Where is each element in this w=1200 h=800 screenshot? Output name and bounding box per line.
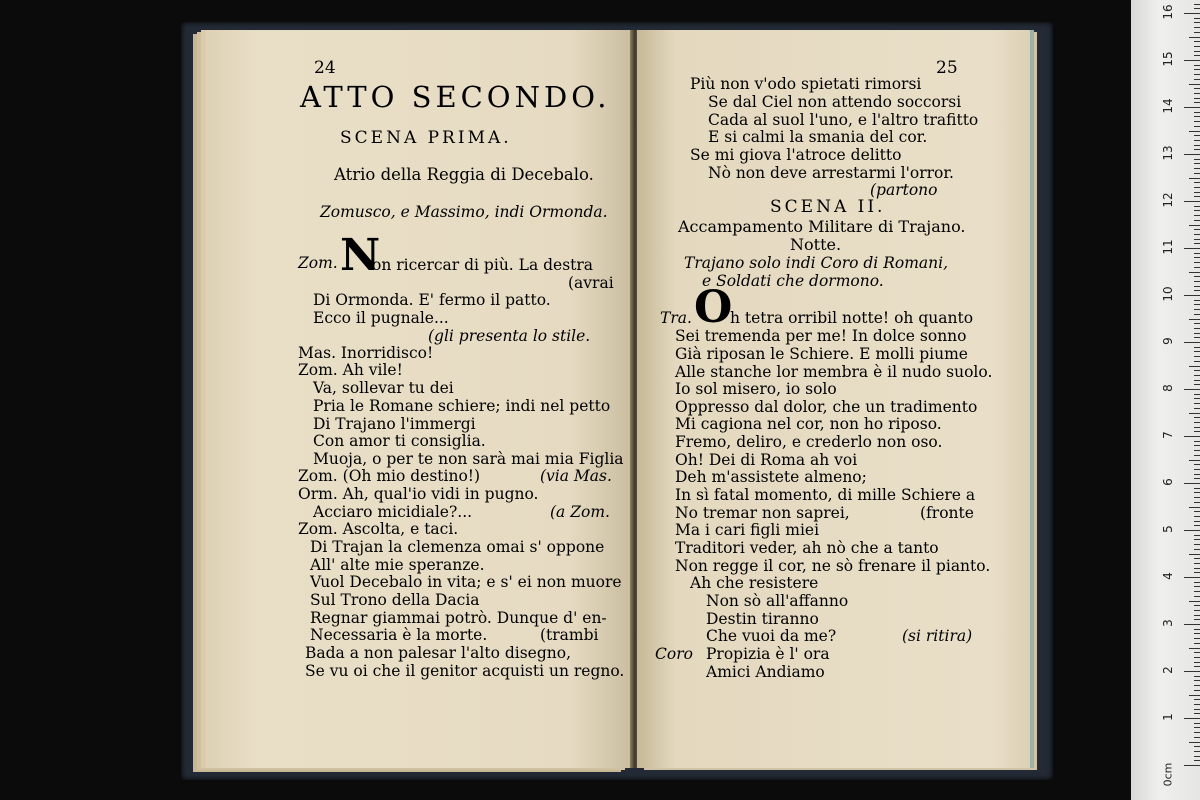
ruler-tick	[1194, 535, 1200, 536]
ruler-tick	[1194, 558, 1200, 559]
ruler-tick	[1184, 201, 1200, 202]
verse-line: Non sò all'affanno	[706, 592, 849, 610]
verse-line: Mas. Inorridisco!	[298, 344, 434, 362]
verse-line: Ma i cari figli miei	[675, 521, 820, 539]
verse-line: (avrai	[568, 274, 614, 292]
ruler-tick	[1189, 225, 1200, 226]
ruler-tick	[1194, 4, 1200, 5]
ruler-tick	[1194, 140, 1200, 141]
ruler-tick	[1194, 347, 1200, 348]
ruler-tick	[1194, 422, 1200, 423]
ruler-tick	[1194, 41, 1200, 42]
ruler-tick	[1194, 497, 1200, 498]
ruler-tick	[1194, 662, 1200, 663]
ruler-number: 5	[1161, 525, 1175, 533]
ruler-tick	[1194, 163, 1200, 164]
ruler-tick	[1194, 619, 1200, 620]
verse-line: Che vuoi da me?	[706, 627, 837, 645]
ruler-tick	[1194, 680, 1200, 681]
ruler-tick	[1194, 596, 1200, 597]
ruler-number: 12	[1161, 192, 1175, 208]
ruler-tick	[1194, 182, 1200, 183]
ruler-tick	[1194, 709, 1200, 710]
ruler-tick	[1194, 98, 1200, 99]
verse-line: Fremo, deliro, e crederlo non oso.	[675, 433, 943, 451]
ruler-tick	[1194, 159, 1200, 160]
ruler-tick	[1189, 601, 1200, 602]
ruler-tick	[1194, 455, 1200, 456]
ruler-tick	[1189, 37, 1200, 38]
verse-line: Più non v'odo spietati rimorsi	[690, 75, 922, 93]
ruler-tick	[1194, 229, 1200, 230]
ruler-tick	[1189, 272, 1200, 273]
ruler-tick	[1194, 629, 1200, 630]
ruler-tick	[1194, 751, 1200, 752]
ruler-tick	[1194, 215, 1200, 216]
ruler-tick	[1194, 267, 1200, 268]
ruler-tick	[1194, 521, 1200, 522]
ruler-tick	[1194, 676, 1200, 677]
ruler-tick	[1194, 286, 1200, 287]
ruler-tick	[1194, 713, 1200, 714]
ruler-tick	[1194, 586, 1200, 587]
ruler-tick	[1184, 295, 1200, 296]
ruler-tick	[1194, 723, 1200, 724]
verse-line: h tetra orribil notte! oh quanto	[730, 309, 974, 327]
ruler-tick	[1194, 145, 1200, 146]
right-page-number: 25	[936, 58, 958, 78]
ruler-tick	[1194, 22, 1200, 23]
ruler-tick	[1194, 549, 1200, 550]
ruler-tick	[1194, 243, 1200, 244]
ruler-tick	[1194, 337, 1200, 338]
ruler-tick	[1194, 756, 1200, 757]
ruler-tick	[1194, 314, 1200, 315]
ruler-tick	[1194, 727, 1200, 728]
ruler-unit-label: 0cm	[1161, 762, 1175, 787]
ruler-tick	[1194, 351, 1200, 352]
speaker-label: Coro	[655, 645, 693, 663]
ruler-tick	[1194, 760, 1200, 761]
ruler-tick	[1194, 8, 1200, 9]
ruler-tick	[1194, 361, 1200, 362]
ruler-tick	[1194, 323, 1200, 324]
verse-line: Non regge il cor, ne sò frenare il pianto.	[675, 557, 991, 575]
ruler-tick	[1194, 206, 1200, 207]
ruler-tick	[1194, 605, 1200, 606]
verse-line: Se vu oi che il genitor acquisti un regno.	[305, 662, 625, 680]
ruler-number: 9	[1161, 337, 1175, 345]
ruler-tick	[1184, 765, 1200, 766]
ruler-tick	[1194, 46, 1200, 47]
ruler-tick	[1184, 671, 1200, 672]
verse-line: Sei tremenda per me! In dolce sonno	[675, 327, 967, 345]
ruler-tick	[1194, 492, 1200, 493]
ruler-tick	[1184, 60, 1200, 61]
verse-line: Oh! Dei di Roma ah voi	[675, 451, 858, 469]
verse-line: Se dal Ciel non attendo soccorsi	[708, 93, 962, 111]
ruler-number: 14	[1161, 98, 1175, 114]
characters-right: Trajano solo indi Coro di Romani,	[684, 254, 948, 272]
ruler-tick	[1184, 530, 1200, 531]
ruler-tick	[1194, 239, 1200, 240]
ruler-tick	[1194, 732, 1200, 733]
ruler-tick	[1194, 69, 1200, 70]
ruler-number: 13	[1161, 145, 1175, 161]
ruler-tick	[1194, 610, 1200, 611]
stage-direction: (a Zom.	[550, 503, 610, 521]
ruler-tick	[1194, 478, 1200, 479]
ruler-tick	[1189, 319, 1200, 320]
verse-line: Acciaro micidiale?...	[313, 503, 473, 521]
ruler-number: 1	[1161, 713, 1175, 721]
scene-heading-right: SCENA II.	[770, 197, 886, 217]
verse-line: E si calmi la smania del cor.	[708, 128, 928, 146]
ruler-tick	[1194, 469, 1200, 470]
ruler-number: 8	[1161, 384, 1175, 392]
verse-line: Zom. Ascolta, e taci.	[298, 520, 459, 538]
ruler-tick	[1189, 460, 1200, 461]
measuring-ruler	[1131, 0, 1200, 800]
ruler-tick	[1194, 539, 1200, 540]
ruler-tick	[1194, 408, 1200, 409]
ruler-tick	[1194, 196, 1200, 197]
verse-line: Cada al suol l'uno, e l'altro trafitto	[708, 111, 979, 129]
ruler-tick	[1194, 333, 1200, 334]
ruler-number: 4	[1161, 572, 1175, 580]
ruler-tick	[1189, 507, 1200, 508]
ruler-tick	[1194, 563, 1200, 564]
ruler-tick	[1194, 525, 1200, 526]
ruler-tick	[1184, 342, 1200, 343]
ruler-number: 15	[1161, 51, 1175, 67]
characters-left: Zomusco, e Massimo, indi Ormonda.	[320, 203, 608, 221]
ruler-number: 7	[1161, 431, 1175, 439]
stage-direction: (fronte	[920, 504, 974, 522]
ruler-tick	[1184, 107, 1200, 108]
ruler-tick	[1194, 474, 1200, 475]
ruler-tick	[1194, 300, 1200, 301]
ruler-tick	[1194, 276, 1200, 277]
ruler-tick	[1194, 704, 1200, 705]
ruler-tick	[1194, 234, 1200, 235]
setting-right: Accampamento Militare di Trajano.	[678, 217, 966, 236]
ruler-tick	[1194, 253, 1200, 254]
ruler-tick	[1194, 168, 1200, 169]
ruler-number: 2	[1161, 666, 1175, 674]
ruler-tick	[1194, 685, 1200, 686]
ruler-tick	[1194, 304, 1200, 305]
ruler-tick	[1194, 657, 1200, 658]
ruler-tick	[1184, 248, 1200, 249]
ruler-tick	[1194, 79, 1200, 80]
verse-line: Di Trajan la clemenza omai s' oppone	[310, 538, 605, 556]
ruler-tick	[1194, 55, 1200, 56]
ruler-tick	[1189, 742, 1200, 743]
ruler-tick	[1194, 210, 1200, 211]
ruler-tick	[1194, 652, 1200, 653]
speaker-label: Tra.	[660, 309, 692, 327]
verse-line: Zom. (Oh mio destino!)	[298, 467, 481, 485]
ruler-tick	[1194, 281, 1200, 282]
verse-line: Necessaria è la morte.	[310, 626, 488, 644]
verse-line: Amici Andiamo	[706, 663, 825, 681]
ruler-tick	[1194, 74, 1200, 75]
ruler-tick	[1184, 436, 1200, 437]
ruler-tick	[1194, 398, 1200, 399]
dropcap-right: O	[694, 282, 733, 333]
ruler-tick	[1194, 615, 1200, 616]
speaker-label: Zom.	[298, 254, 338, 272]
verse-line: Se mi giova l'atroce delitto	[690, 146, 902, 164]
ruler-tick	[1194, 328, 1200, 329]
ruler-tick	[1194, 18, 1200, 19]
ruler-number: 16	[1161, 4, 1175, 20]
characters-right-2: e Soldati che dormono.	[702, 272, 884, 290]
stage-direction: (via Mas.	[540, 467, 612, 485]
ruler-tick	[1194, 370, 1200, 371]
ruler-tick	[1189, 178, 1200, 179]
ruler-tick	[1194, 403, 1200, 404]
ruler-tick	[1194, 126, 1200, 127]
ruler-number: 6	[1161, 478, 1175, 486]
ruler-number: 3	[1161, 619, 1175, 627]
act-title: ATTO SECONDO.	[300, 80, 611, 114]
verse-line: Muoja, o per te non sarà mai mia Figlia	[313, 450, 624, 468]
ruler-tick	[1194, 746, 1200, 747]
ruler-tick	[1194, 220, 1200, 221]
verse-line: Vuol Decebalo in vita; e s' ei non muore	[310, 573, 622, 591]
verse-line: Ecco il pugnale...	[313, 309, 449, 327]
verse-line: Con amor ti consiglia.	[313, 432, 486, 450]
ruler-tick	[1184, 577, 1200, 578]
ruler-tick	[1189, 554, 1200, 555]
ruler-tick	[1194, 290, 1200, 291]
verse-line: Regnar giammai potrò. Dunque d' en-	[310, 609, 607, 627]
ruler-tick	[1189, 695, 1200, 696]
ruler-tick	[1194, 544, 1200, 545]
verse-line: Propizia è l' ora	[706, 645, 830, 663]
verse-line: Zom. Ah vile!	[298, 361, 403, 379]
ruler-tick	[1194, 394, 1200, 395]
stage-direction: (si ritira)	[902, 627, 973, 645]
verse-line: In sì fatal momento, di mille Schiere a	[675, 486, 976, 504]
ruler-tick	[1194, 441, 1200, 442]
ruler-tick	[1194, 431, 1200, 432]
ruler-tick	[1194, 102, 1200, 103]
setting-right-time: Notte.	[790, 235, 842, 254]
ruler-tick	[1184, 389, 1200, 390]
ruler-tick	[1194, 27, 1200, 28]
ruler-tick	[1194, 116, 1200, 117]
ruler-tick	[1194, 445, 1200, 446]
ruler-tick	[1194, 112, 1200, 113]
ruler-tick	[1194, 187, 1200, 188]
ruler-tick	[1194, 511, 1200, 512]
verse-line: Orm. Ah, qual'io vidi in pugno.	[298, 485, 539, 503]
verse-line: Bada a non palesar l'alto disegno,	[305, 644, 572, 662]
ruler-tick	[1184, 624, 1200, 625]
verse-line: Mi cagiona nel cor, non ho riposo.	[675, 415, 942, 433]
ruler-tick	[1194, 93, 1200, 94]
scene-heading-left: SCENA PRIMA.	[340, 128, 512, 148]
verse-line: on ricercar di più. La destra	[372, 256, 594, 274]
ruler-tick	[1194, 502, 1200, 503]
verse-line: All' alte mie speranze.	[310, 556, 485, 574]
ruler-tick	[1194, 192, 1200, 193]
ruler-tick	[1194, 464, 1200, 465]
ruler-tick	[1194, 699, 1200, 700]
ruler-tick	[1194, 262, 1200, 263]
ruler-tick	[1194, 380, 1200, 381]
ruler-tick	[1194, 690, 1200, 691]
verse-line: Sul Trono della Dacia	[310, 591, 480, 609]
verse-line: Nò non deve arrestarmi l'orror.	[708, 164, 954, 182]
ruler-tick	[1194, 375, 1200, 376]
ruler-tick	[1194, 417, 1200, 418]
ruler-tick	[1194, 568, 1200, 569]
left-page-number: 24	[314, 58, 336, 78]
ruler-tick	[1194, 257, 1200, 258]
ruler-number: 11	[1161, 239, 1175, 255]
ruler-tick	[1189, 366, 1200, 367]
ruler-tick	[1194, 666, 1200, 667]
dropcap-left: N	[340, 230, 381, 281]
verse-line: Oppresso dal dolor, che un tradimento	[675, 398, 978, 416]
ruler-tick	[1194, 516, 1200, 517]
verse-line: Va, sollevar tu dei	[313, 379, 454, 397]
ruler-tick	[1194, 488, 1200, 489]
ruler-tick	[1194, 384, 1200, 385]
ruler-tick	[1194, 309, 1200, 310]
verse-line: Pria le Romane schiere; indi nel petto	[313, 397, 611, 415]
ruler-tick	[1194, 638, 1200, 639]
ruler-tick	[1194, 65, 1200, 66]
ruler-tick	[1184, 483, 1200, 484]
ruler-tick	[1189, 648, 1200, 649]
verse-line: Destin tiranno	[706, 610, 819, 628]
verse-line: Di Ormonda. E' fermo il patto.	[313, 291, 551, 309]
ruler-number: 10	[1161, 286, 1175, 302]
verse-line: Io sol misero, io solo	[675, 380, 837, 398]
verse-line: Deh m'assistete almeno;	[675, 468, 867, 486]
verse-line: Ah che resistere	[690, 574, 819, 592]
ruler-tick	[1189, 413, 1200, 414]
ruler-tick	[1194, 32, 1200, 33]
ruler-tick	[1184, 718, 1200, 719]
ruler-tick	[1194, 135, 1200, 136]
ruler-tick	[1189, 84, 1200, 85]
verse-line: Traditori veder, ah nò che a tanto	[675, 539, 939, 557]
ruler-tick	[1194, 572, 1200, 573]
verse-line: Di Trajano l'immergi	[313, 415, 476, 433]
stage-direction: (trambi	[540, 626, 599, 644]
ruler-tick	[1194, 450, 1200, 451]
ruler-tick	[1194, 149, 1200, 150]
ruler-tick	[1194, 591, 1200, 592]
stage-direction: (gli presenta lo stile.	[428, 327, 591, 345]
ruler-tick	[1194, 121, 1200, 122]
ruler-tick	[1184, 154, 1200, 155]
ruler-tick	[1194, 51, 1200, 52]
verse-line: Già riposan le Schiere. E molli piume	[675, 345, 968, 363]
ruler-tick	[1194, 427, 1200, 428]
setting-left: Atrio della Reggia di Decebalo.	[334, 165, 594, 184]
verse-line: Alle stanche lor membra è il nudo suolo.	[675, 363, 993, 381]
ruler-tick	[1194, 737, 1200, 738]
ruler-tick	[1194, 582, 1200, 583]
verse-line: No tremar non saprei,	[675, 504, 850, 522]
ruler-tick	[1194, 643, 1200, 644]
ruler-tick	[1194, 88, 1200, 89]
ruler-tick	[1194, 173, 1200, 174]
ruler-tick	[1189, 131, 1200, 132]
ruler-tick	[1184, 13, 1200, 14]
ruler-tick	[1194, 356, 1200, 357]
ruler-tick	[1194, 633, 1200, 634]
stage-direction: (partono	[870, 181, 938, 199]
